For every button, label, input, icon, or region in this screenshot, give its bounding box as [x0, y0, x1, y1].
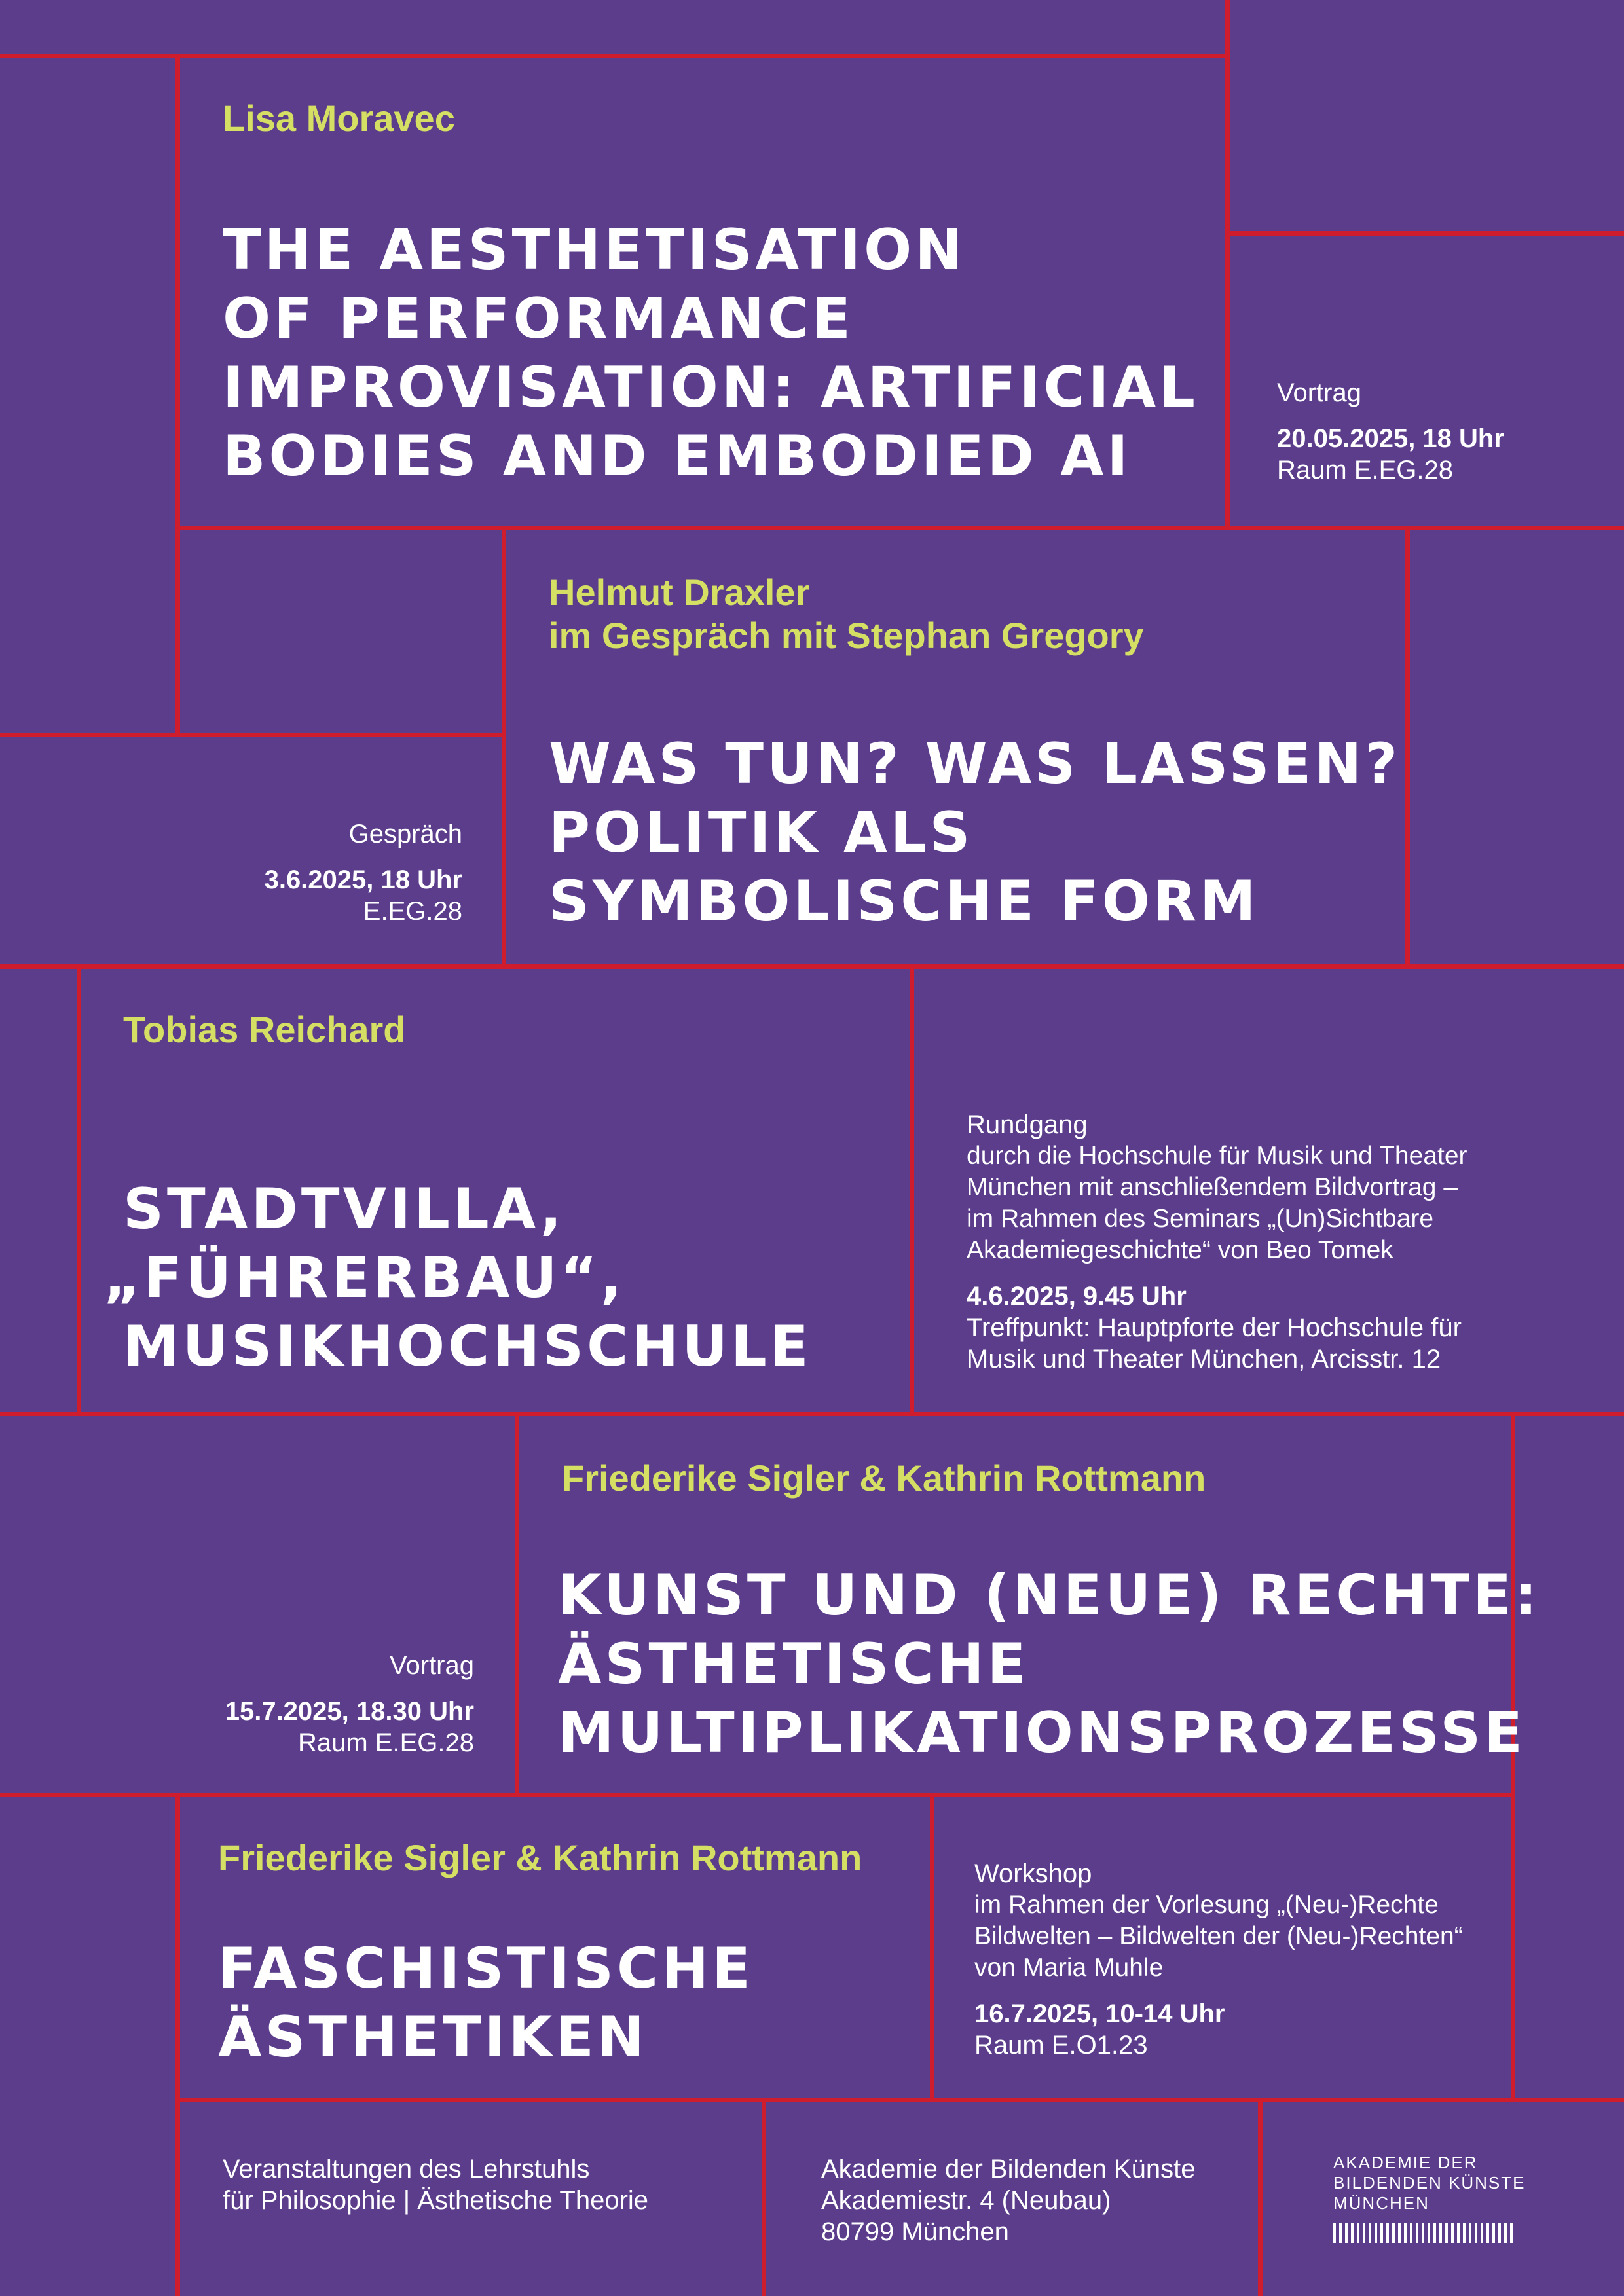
grid-line: [515, 1412, 519, 1797]
event-1-title: [223, 216, 1198, 491]
event-1-title-line: IMPROVISATION: ARTIFICIAL: [223, 355, 1198, 420]
event-4-title-line: KUNST UND (NEUE) RECHTE:: [558, 1563, 1541, 1628]
event-5-title: [218, 1935, 754, 2072]
footer-organizer-line-2: für Philosophie | Ästhetische Theorie: [223, 2186, 649, 2215]
grid-line: [175, 2098, 1624, 2102]
event-5-room: Raum E.O1.23: [974, 2031, 1148, 2060]
event-5-type: Workshop: [974, 1859, 1092, 1888]
event-4-title-line: ÄSTHETISCHE: [558, 1631, 1029, 1697]
event-3-description: durch die Hochschule für Musik und Theater: [967, 1142, 1467, 1170]
logo-text-line: MÜNCHEN: [1333, 2193, 1430, 2213]
event-1-room: Raum E.EG.28: [1277, 456, 1454, 484]
footer-address-line-3: 80799 München: [821, 2217, 1009, 2246]
event-5-description: von Maria Muhle: [974, 1954, 1164, 1982]
event-3-description: München mit anschließendem Bildvortrag –: [967, 1173, 1458, 1201]
grid-line: [910, 964, 914, 1416]
event-1-title-line: OF PERFORMANCE: [223, 286, 854, 352]
event-1-title-line: THE AESTHETISATION: [223, 217, 966, 283]
event-2-title: [549, 730, 1401, 936]
footer-address: Akademie der Bildenden Künste: [821, 2155, 1196, 2183]
event-3-speaker: Tobias Reichard: [123, 1009, 406, 1050]
grid-line: [1225, 0, 1230, 530]
grid-line: [0, 964, 1624, 969]
grid-line: [1225, 231, 1624, 236]
event-3-title: [103, 1175, 812, 1381]
grid-line: [1405, 526, 1410, 969]
event-2-speaker: Helmut Draxler: [549, 572, 810, 613]
event-5-speaker: Friederike Sigler & Kathrin Rottmann: [218, 1837, 862, 1878]
grid-line: [175, 54, 180, 737]
event-1-date: 20.05.2025, 18 Uhr: [1277, 424, 1504, 453]
event-5-title-line: ÄSTHETIKEN: [218, 2005, 648, 2070]
footer-address-line-2: Akademiestr. 4 (Neubau): [821, 2186, 1111, 2215]
event-3-date: 4.6.2025, 9.45 Uhr: [967, 1282, 1187, 1311]
event-2-date: 3.6.2025, 18 Uhr: [264, 866, 462, 894]
logo-text-line: BILDENDEN KÜNSTE: [1333, 2173, 1526, 2193]
grid-line: [762, 2098, 766, 2296]
event-3-room: Treffpunkt: Hauptpforte der Hochschule für: [967, 1313, 1462, 1342]
event-1-type: Vortrag: [1277, 378, 1361, 407]
event-3-description: Akademiegeschichte“ von Beo Tomek: [967, 1236, 1393, 1264]
grid-line: [0, 733, 506, 737]
event-1-speaker: Lisa Moravec: [223, 98, 455, 139]
grid-line: [1258, 2098, 1263, 2296]
grid-line: [77, 964, 81, 1416]
event-4-date: 15.7.2025, 18.30 Uhr: [225, 1697, 474, 1726]
event-5-description: Bildwelten – Bildwelten der (Neu-)Rechten“: [974, 1922, 1463, 1950]
event-2-speaker-line-2: im Gespräch mit Stephan Gregory: [549, 615, 1144, 656]
event-4-type: Vortrag: [390, 1651, 474, 1680]
event-4-title: [558, 1561, 1540, 1768]
footer-organizer: Veranstaltungen des Lehrstuhls: [223, 2155, 590, 2183]
grid-line: [0, 1793, 1515, 1797]
event-5-title-line: FASCHISTISCHE: [218, 1936, 754, 2001]
event-2-title-line: SYMBOLISCHE FORM: [549, 869, 1259, 934]
event-1-title-line: BODIES AND EMBODIED AI: [223, 424, 1132, 489]
logo-barcode-mark: [1333, 2223, 1513, 2243]
grid-line: [502, 526, 506, 969]
event-4-room: Raum E.EG.28: [297, 1728, 474, 1757]
event-3-title-line: STADTVILLA,: [123, 1176, 565, 1242]
event-3-description: im Rahmen des Seminars „(Un)Sichtbare: [967, 1205, 1434, 1233]
event-3-title-line: „FÜHRERBAU“,: [103, 1245, 625, 1311]
event-3-type: Rundgang: [967, 1110, 1088, 1139]
logo-text-line: AKADEMIE DER: [1333, 2153, 1478, 2172]
grid-line: [0, 1412, 1624, 1416]
event-5-description: im Rahmen der Vorlesung „(Neu-)Rechte: [974, 1891, 1439, 1919]
grid-line: [175, 1793, 180, 2296]
event-2-title-line: WAS TUN? WAS LASSEN?: [549, 731, 1401, 797]
event-3-room-line-2: Musik und Theater München, Arcisstr. 12: [967, 1345, 1441, 1374]
grid-line: [0, 54, 1230, 58]
event-4-speaker: Friederike Sigler & Kathrin Rottmann: [562, 1457, 1206, 1499]
event-3-title-line: MUSIKHOCHSCHULE: [123, 1314, 812, 1379]
grid-line: [930, 1793, 934, 2102]
event-4-title-line: MULTIPLIKATIONSPROZESSE: [558, 1700, 1526, 1766]
event-5-date: 16.7.2025, 10-14 Uhr: [974, 1999, 1225, 2028]
event-2-room: E.EG.28: [363, 897, 462, 926]
event-2-title-line: POLITIK ALS: [549, 800, 974, 866]
event-2-type: Gespräch: [348, 820, 462, 848]
